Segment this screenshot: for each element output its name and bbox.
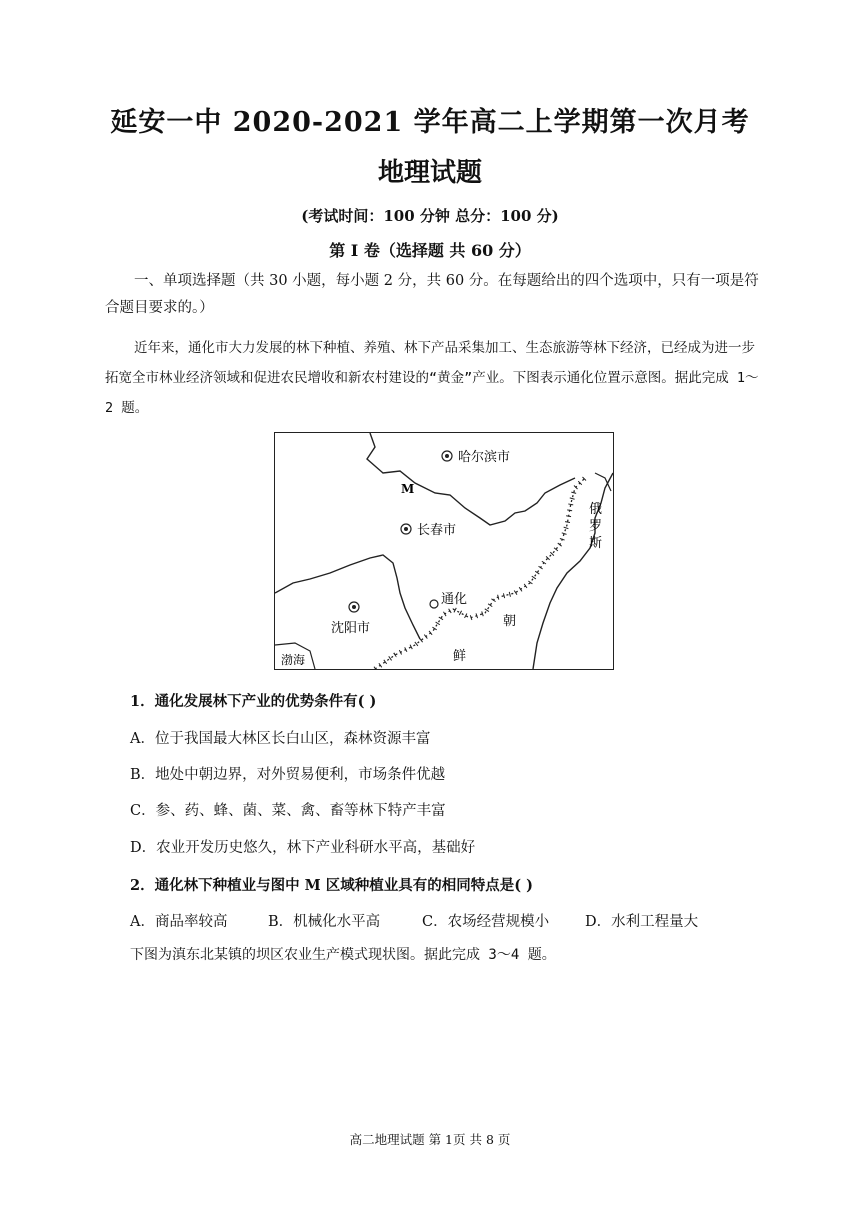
question-2-option-c: C．农场经营规模小 — [422, 914, 550, 930]
passage-2: 下图为滇东北某镇的坝区农业生产模式现状图。据此完成 3～4 题。 — [130, 947, 556, 963]
label-bohai: 渤海 — [281, 653, 306, 667]
question-1-option-d: D．农业开发历史悠久，林下产业科研水平高，基础好 — [130, 840, 476, 856]
tonghua-city-icon — [430, 600, 438, 608]
question-1-option-b: B．地处中朝边界，对外贸易便利，市场条件优越 — [130, 767, 446, 783]
exam-title: 延安一中 2020-2021 学年高二上学期第一次月考 — [110, 107, 750, 138]
exam-info: (考试时间：100 分钟 总分：100 分) — [301, 207, 559, 225]
question-2-options — [130, 910, 750, 932]
shenyang-city-icon — [349, 602, 359, 612]
page-footer: 高二地理试题 第 1页 共 8 页 — [349, 1132, 511, 1147]
question-1-option-c: C．参、药、蜂、菌、菜、禽、畜等林下特产丰富 — [130, 803, 446, 819]
label-shenyang: 沈阳市 — [331, 621, 371, 636]
subject-title: 地理试题 — [377, 158, 482, 188]
label-tonghua: 通化 — [441, 592, 468, 607]
label-m-region: M — [401, 482, 415, 496]
question-2-option-d: D．水利工程量大 — [585, 914, 699, 930]
label-korea-2: 鲜 — [453, 649, 467, 664]
question-1-stem: 1．通化发展林下产业的优势条件有( ) — [130, 693, 377, 710]
question-2-option-b: B．机械化水平高 — [268, 914, 381, 930]
part-heading: 第 I 卷（选择题 共 60 分） — [329, 241, 531, 260]
tonghua-location-map — [274, 432, 614, 670]
changchun-city-icon — [401, 524, 411, 534]
question-2-option-a: A．商品率较高 — [130, 914, 228, 930]
label-russia: 俄罗斯 — [589, 502, 603, 551]
province-boundary-north — [367, 433, 575, 525]
label-harbin: 哈尔滨市 — [458, 450, 511, 465]
section-instructions: 一、单项选择题（共 30 小题，每小题 2 分，共 60 分。在每题给出的四个选项中，只有一项是符合题目要求的。） — [105, 273, 759, 316]
harbin-city-icon — [442, 451, 452, 461]
question-2-stem: 2．通化林下种植业与图中 M 区域种植业具有的相同特点是( ) — [130, 877, 534, 894]
china-korea-border — [375, 478, 585, 669]
question-1-option-a: A．位于我国最大林区长白山区，森林资源丰富 — [130, 731, 431, 747]
label-changchun: 长春市 — [417, 523, 457, 538]
border-ticks — [375, 478, 585, 669]
map-drawing — [275, 433, 613, 669]
label-korea-1: 朝 — [503, 614, 517, 629]
passage-1: 近年来，通化市大力发展的林下种植、养殖、林下产品采集加工、生态旅游等林下经济，已经成为进一步拓宽全市林业经济领域和促进农民增收和新农村建设的“黄金”产业。下图表示通化位置示意图。据此完成 1～2 题。 — [105, 340, 759, 416]
